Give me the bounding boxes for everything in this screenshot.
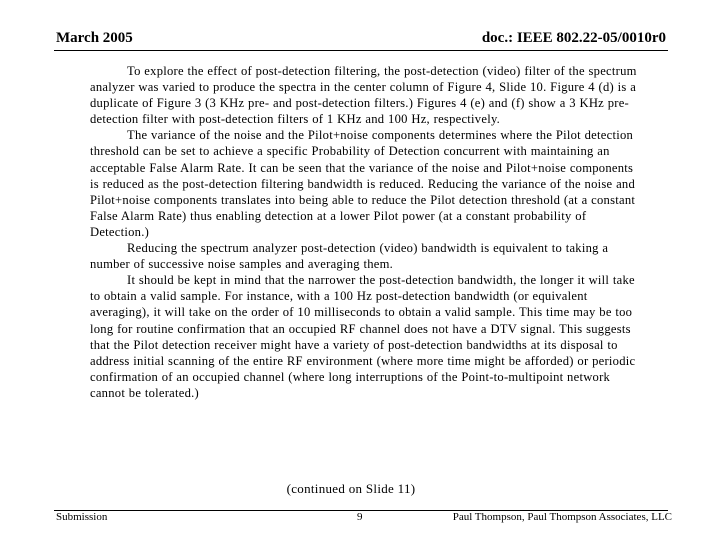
header-date: March 2005 [56,30,133,46]
slide-body [90,63,642,401]
footer-author: Paul Thompson, Paul Thompson Associates, LLC [452,511,672,523]
footer-submission: Submission [56,511,108,523]
header-doc-id: doc.: IEEE 802.22-05/0010r0 [481,30,666,46]
paragraph-video-bandwidth: Reducing the spectrum analyzer post-detection (video) bandwidth is equivalent to taking a number of successive noise samples and averaging them. [90,241,609,272]
header-divider [54,50,668,51]
footer-page-number: 9 [357,511,363,523]
continued-note: (continued on Slide 11) [286,481,416,496]
paragraph-variance: The variance of the noise and the Pilot+noise components determines where the Pilot detection threshold can be set to achieve a specific Probability of Detection concurrent with maintaining an acceptable False Alarm Rate. It can be seen that the variance of the noise and Pilot+noise components is reduced as the post-detection filtering bandwidth is reduced. Reducing the variance of the noise and Pilot+noise components translates into being able to reduce the Pilot detection threshold (at a constant False Alarm Rate) thus enabling detection at a lower Pilot power (at a constant probability of Detection.) [90,128,636,239]
paragraph-sample-time: It should be kept in mind that the narrower the post-detection bandwidth, the longer it will take to obtain a valid sample. For instance, with a 100 Hz post-detection bandwidth (or equivalent averaging), it will take on the order of 10 milliseconds to obtain a valid sample. This time may be too long for routine confirmation that an occupied RF channel does not have a DTV signal. This suggests that the Pilot detection receiver might have a variety of post-detection bandwidths at its disposal to address initial scanning of the entire RF environment (where more time might be afforded) or periodic confirmation of an occupied channel (where long interruptions of the Point-to-multipoint network cannot be tolerated.) [90,273,636,400]
paragraph-post-detection-filtering: To explore the effect of post-detection filtering, the post-detection (video) filter of the spectrum analyzer was varied to produce the spectra in the center column of Figure 4, Slide 10. Figure 4 (d) is a duplicate of Figure 3 (3 KHz pre- and post-detection filters.) Figures 4 (e) and (f) show a 3 KHz pre-detection filter with post-detection filters of 1 KHz and 100 Hz, respectively. [90,64,637,127]
